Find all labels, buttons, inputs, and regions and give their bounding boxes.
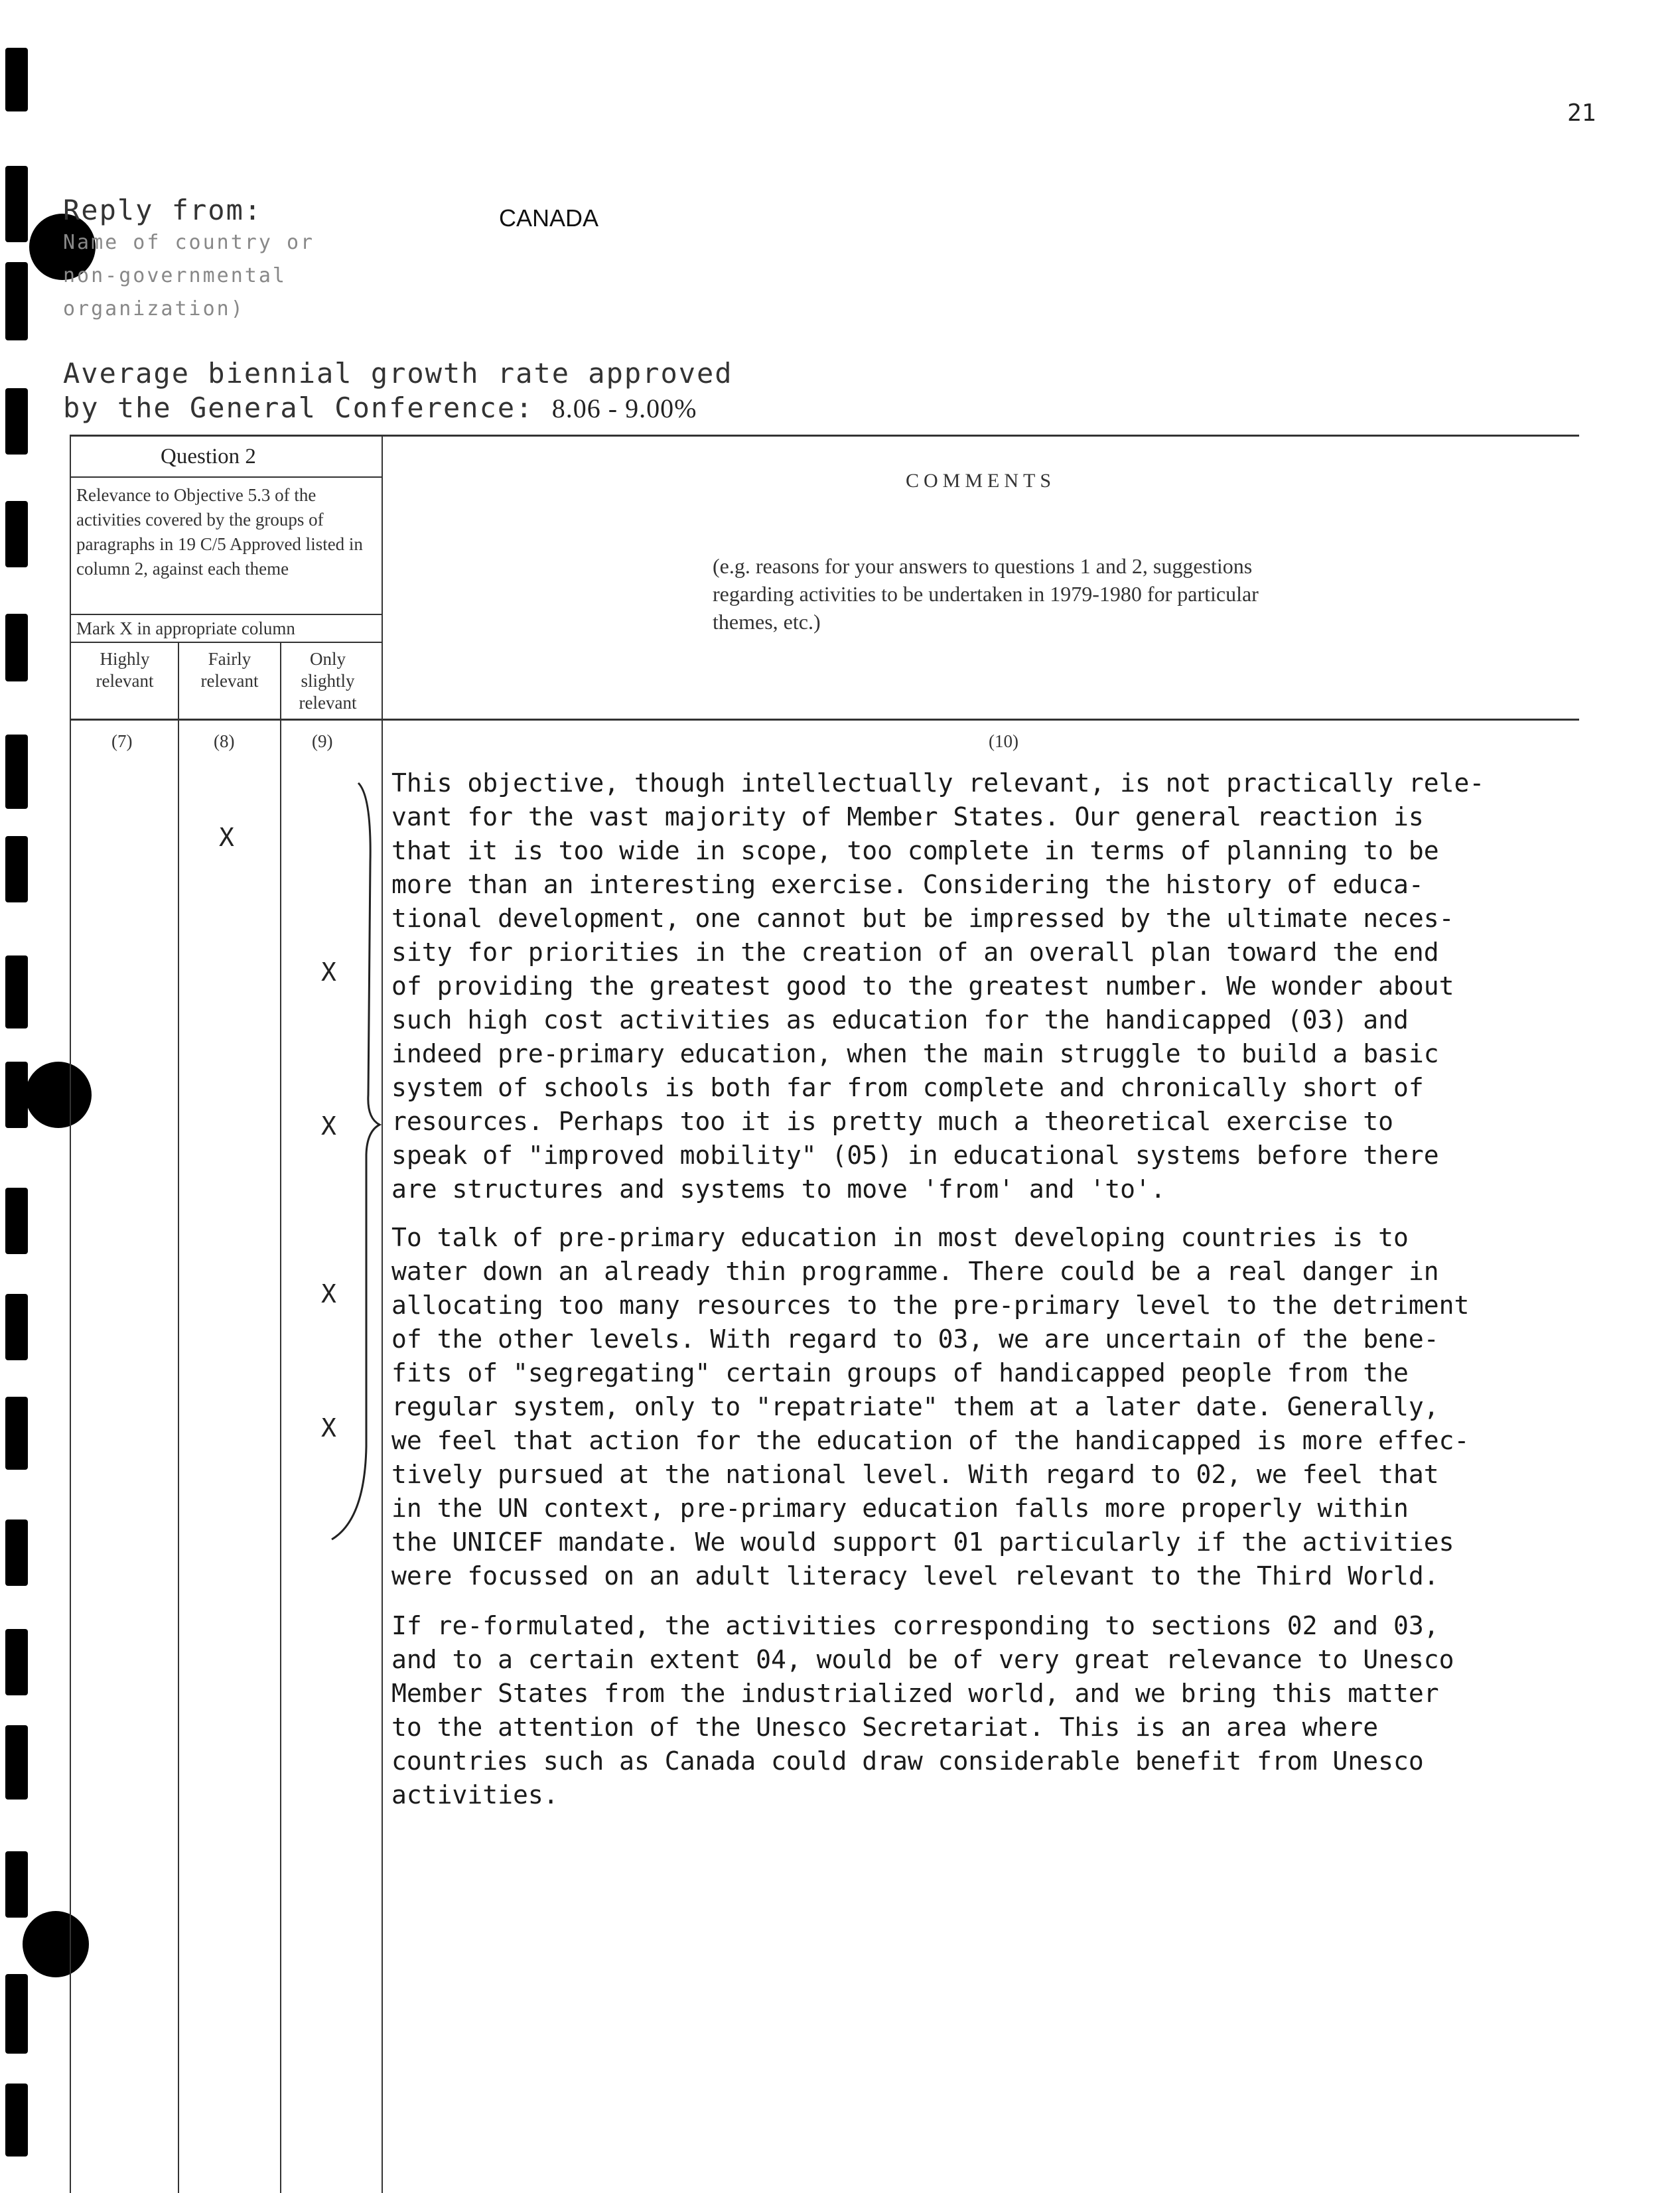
- table-header-bottom-rule: [70, 719, 1579, 721]
- binder-mark: [5, 501, 28, 567]
- comments-hint: (e.g. reasons for your answers to questions 1 and 2, suggestions regarding activities to be undertaken in 1979-1980 for particular themes, etc.): [713, 554, 1259, 634]
- column-number-10: (10): [989, 731, 1018, 751]
- growth-rate-prefix: by the General Conference:: [63, 391, 534, 424]
- binder-mark: [5, 1851, 28, 1918]
- binder-mark: [5, 735, 28, 809]
- page-number: 21: [1567, 100, 1596, 127]
- column-header-line: Fairly: [208, 649, 251, 669]
- column-number-9: (9): [312, 731, 333, 751]
- growth-rate-line: Average biennial growth rate approved: [63, 357, 733, 389]
- reply-from-label: Reply from:: [63, 194, 263, 226]
- column-header-line: relevant: [96, 671, 154, 691]
- x-mark: X: [321, 1413, 336, 1443]
- comment-paragraph: If re-formulated, the activities corresponding to sections 02 and 03, and to a certain extent 04, would be of very great relevance to Unesco Member States from the industrialized world, and we bring this matter to the attention of the Unesco Secretariat. This is an area where countries such as Canada could draw considerable benefit from Unesco activities.: [391, 1611, 1454, 1809]
- reply-sub-line: non-governmental: [63, 264, 287, 287]
- binder-mark: [5, 1974, 28, 2054]
- binder-mark: [5, 1294, 28, 1360]
- binder-mark: [5, 2084, 28, 2157]
- binder-mark: [5, 955, 28, 1028]
- column-header-line: relevant: [299, 693, 357, 713]
- mark-instruction-rule: [70, 642, 382, 643]
- binder-mark: [5, 48, 28, 111]
- column-number-7: (7): [111, 731, 133, 751]
- column-divider-7-8: [178, 642, 179, 2193]
- binder-mark: [5, 1629, 28, 1695]
- column-divider-8-9: [280, 642, 281, 2193]
- column-divider-9-10: [382, 435, 383, 2193]
- binder-mark: [5, 836, 28, 902]
- binder-mark: [5, 166, 28, 242]
- reply-sub-line: Name of country or: [63, 231, 315, 254]
- binder-mark: [5, 1725, 28, 1800]
- relevance-rule: [70, 614, 382, 615]
- column-header-highly-relevant: [72, 648, 178, 692]
- column-header-only-slightly-relevant: [281, 648, 374, 714]
- mark-instruction: Mark X in appropriate column: [76, 618, 295, 638]
- question-title-rule: [70, 476, 382, 478]
- comment-paragraph: To talk of pre-primary education in most developing countries is to water down an already thin programme. There could be a real danger in allocating too many resources to the pre-primary level to the detriment of the other levels. With regard to 03, we are uncertain of the bene- fits of "segregating" certain groups of handicapped people from the regular system, only to "repatriate" them at a later date. Generally, we feel that action for the education of the handicapped is more effec- tively pursued at the national level. With regard to 02, we feel that in the UN context, pre-primary education falls more properly within the UNICEF mandate. We would support 01 particularly if the activities were focussed on an adult literacy level relevant to the Third World.: [391, 1223, 1470, 1591]
- x-mark: X: [321, 1279, 336, 1309]
- country-name: CANADA: [499, 204, 599, 232]
- comments-title: COMMENTS: [906, 470, 1056, 492]
- x-mark: X: [219, 823, 234, 852]
- column-header-line: slightly: [301, 671, 355, 691]
- question-title: Question 2: [161, 445, 256, 468]
- comment-paragraph: This objective, though intellectually relevant, is not practically rele- vant for the vast majority of Member States. Our general reaction is that it is too wide in scope, too complete in terms of planning to be more than an interesting exercise. Considering the history of educa- tional development, one cannot but be impressed by the ultimate neces- sity for priorities in the creation of an overall plan toward the end of providing the greatest good to the greatest number. We wonder about such high cost activities as education for the handicapped (03) and indeed pre-primary education, when the main struggle to build a basic system of schools is both far from complete and chronically short of resources. Perhaps too it is pretty much a theoretical exercise to speak of "improved mobility" (05) in educational systems before there are structures and systems to move 'from' and 'to'.: [391, 768, 1485, 1204]
- binder-mark: [5, 614, 28, 681]
- punch-hole: [23, 1911, 89, 1977]
- column-header-fairly-relevant: [179, 648, 280, 692]
- column-header-line: Highly: [100, 649, 150, 669]
- x-mark: X: [321, 957, 336, 987]
- binder-mark: [5, 1188, 28, 1254]
- binder-mark: [5, 1062, 28, 1128]
- column-header-line: relevant: [200, 671, 259, 691]
- relevance-description: Relevance to Objective 5.3 of the activities covered by the groups of paragraphs in 19 C/5 Approved listed in column 2, against each theme: [76, 485, 363, 579]
- binder-mark: [5, 262, 28, 340]
- growth-rate-line-2: [63, 391, 697, 424]
- punch-hole: [25, 1062, 92, 1128]
- table-left-rule: [70, 435, 71, 2193]
- table-top-rule: [70, 435, 1579, 437]
- growth-rate-value: 8.06 - 9.00%: [551, 393, 697, 423]
- reply-sub-line: organization): [63, 297, 245, 320]
- column-header-line: Only: [310, 649, 346, 669]
- binder-mark: [5, 1397, 28, 1470]
- binder-mark: [5, 388, 28, 455]
- column-number-8: (8): [214, 731, 235, 751]
- x-mark: X: [321, 1111, 336, 1141]
- binder-mark: [5, 1520, 28, 1586]
